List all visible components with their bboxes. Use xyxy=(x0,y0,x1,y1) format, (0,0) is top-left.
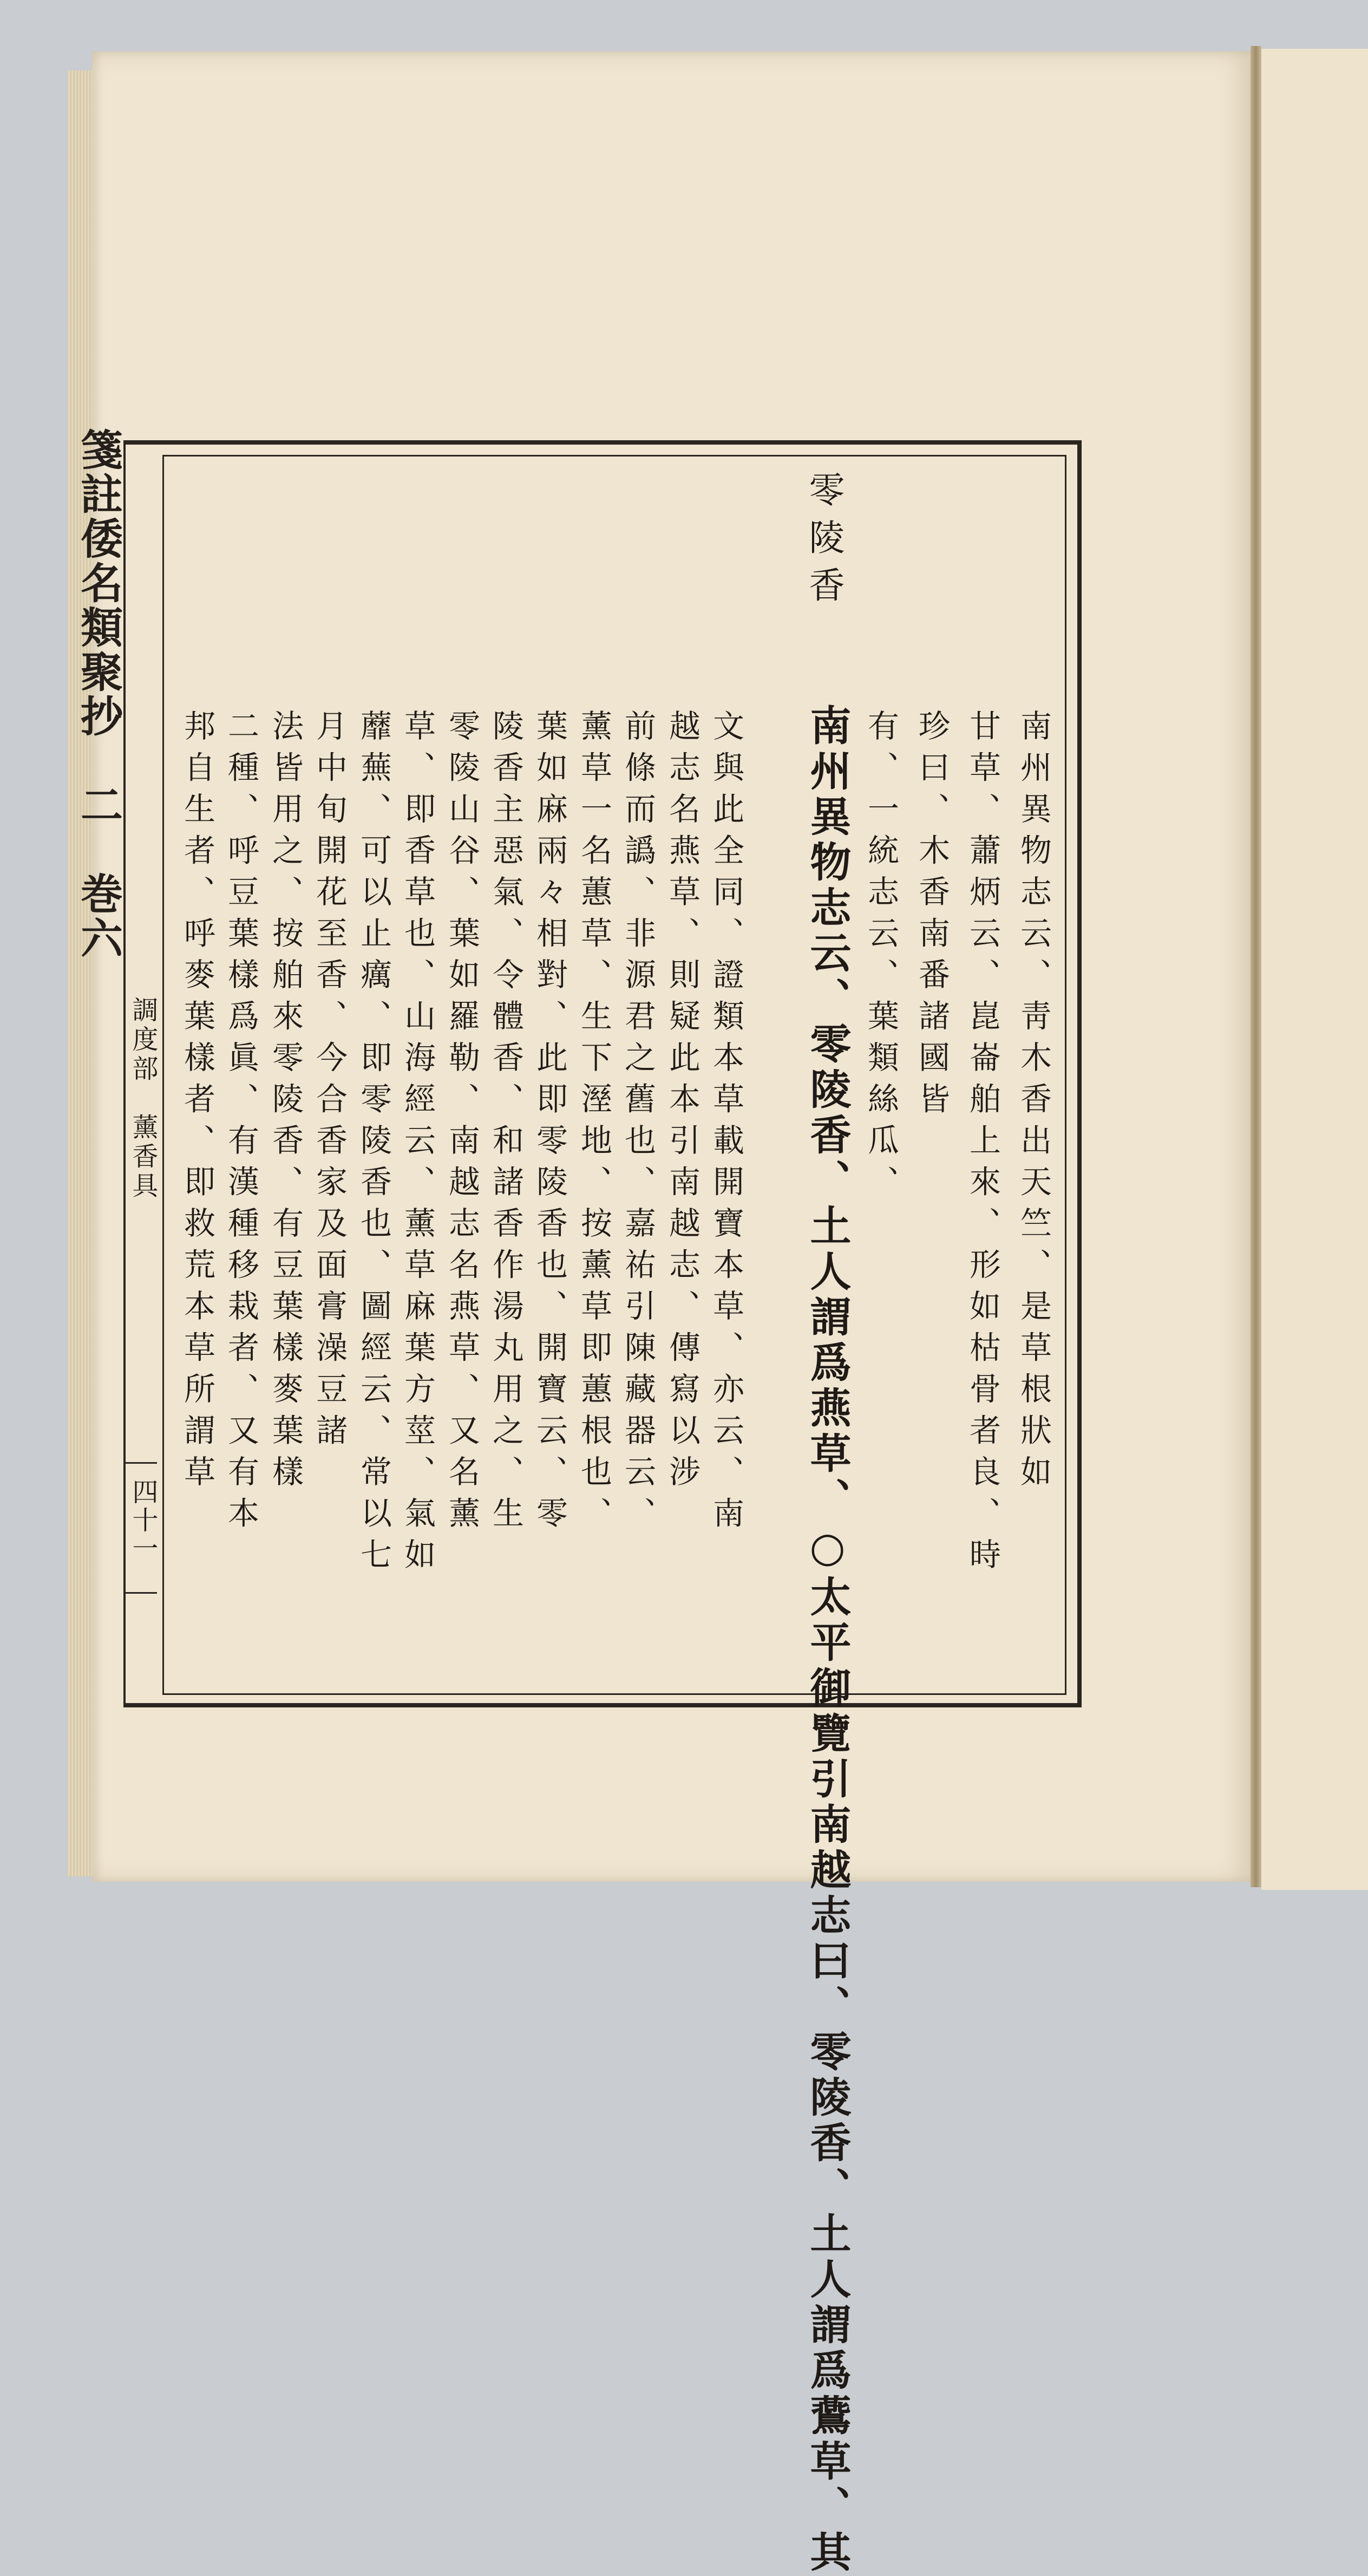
text-column: 法皆用之、按舶來零陵香、有豆葉樣麥葉樣 xyxy=(267,709,304,1497)
book-gutter xyxy=(1251,46,1261,1887)
margin-book-title: 箋註倭名類聚抄 二 巻六 xyxy=(74,428,123,961)
text-column: 有、一統志云、葉類絲瓜、 xyxy=(862,709,899,1207)
text-column: 前條而譌、非源君之舊也、嘉祐引陳藏器云、 xyxy=(619,709,656,1538)
text-column: 甘草、蕭炳云、崑崙舶上來、形如枯骨者良、時 xyxy=(964,709,1001,1580)
text-column: 文與此全同、證類本草載開寶本草、亦云、南 xyxy=(708,709,744,1538)
text-column: 南州異物志云、靑木香出天竺、是草根狀如 xyxy=(1015,709,1052,1497)
entry-heading: 零陵香 xyxy=(803,471,845,614)
section-label: 調度部 薰香具 xyxy=(128,996,158,1201)
page-number-rule-bottom xyxy=(125,1592,157,1594)
text-column: 草、即香草也、山海經云、薰草麻葉方莖、氣如 xyxy=(399,709,436,1580)
page-number-rule-top xyxy=(125,1462,157,1464)
facing-page xyxy=(1261,49,1368,1890)
text-column: 月中旬開花至香、今合香家及面膏澡豆諸 xyxy=(311,709,348,1455)
text-column: 越志名燕草、則疑此本引南越志、傳寫以涉 xyxy=(664,709,701,1497)
text-column: 薰草一名蕙草、生下溼地、按薰草即蕙根也、 xyxy=(575,709,612,1538)
text-column: 葉如麻兩々相對、此即零陵香也、開寶云、零 xyxy=(531,709,568,1538)
page-number: 四十一 xyxy=(128,1478,158,1563)
text-column: 陵香主惡氣、令體香、和諸香作湯丸用之、生 xyxy=(487,709,524,1538)
text-column: 邦自生者、呼麥葉樣者、即救荒本草所謂草 xyxy=(179,709,215,1497)
text-column: 二種、呼豆葉樣爲眞、有漢種移栽者、又有本 xyxy=(222,709,259,1538)
text-column: 蘼蕪、可以止癘、即零陵香也、圖經云、常以七 xyxy=(355,709,392,1580)
text-column: 珍曰、木香南番諸國皆 xyxy=(913,709,950,1124)
text-column: 零陵山谷、葉如羅勒、南越志名燕草、又名薰 xyxy=(443,709,480,1538)
entry-main-line: 南州異物志云、零陵香、土人謂爲燕草、○太平御覽引南越志曰、零陵香、土人謂爲鷰草、其 xyxy=(803,704,852,2576)
